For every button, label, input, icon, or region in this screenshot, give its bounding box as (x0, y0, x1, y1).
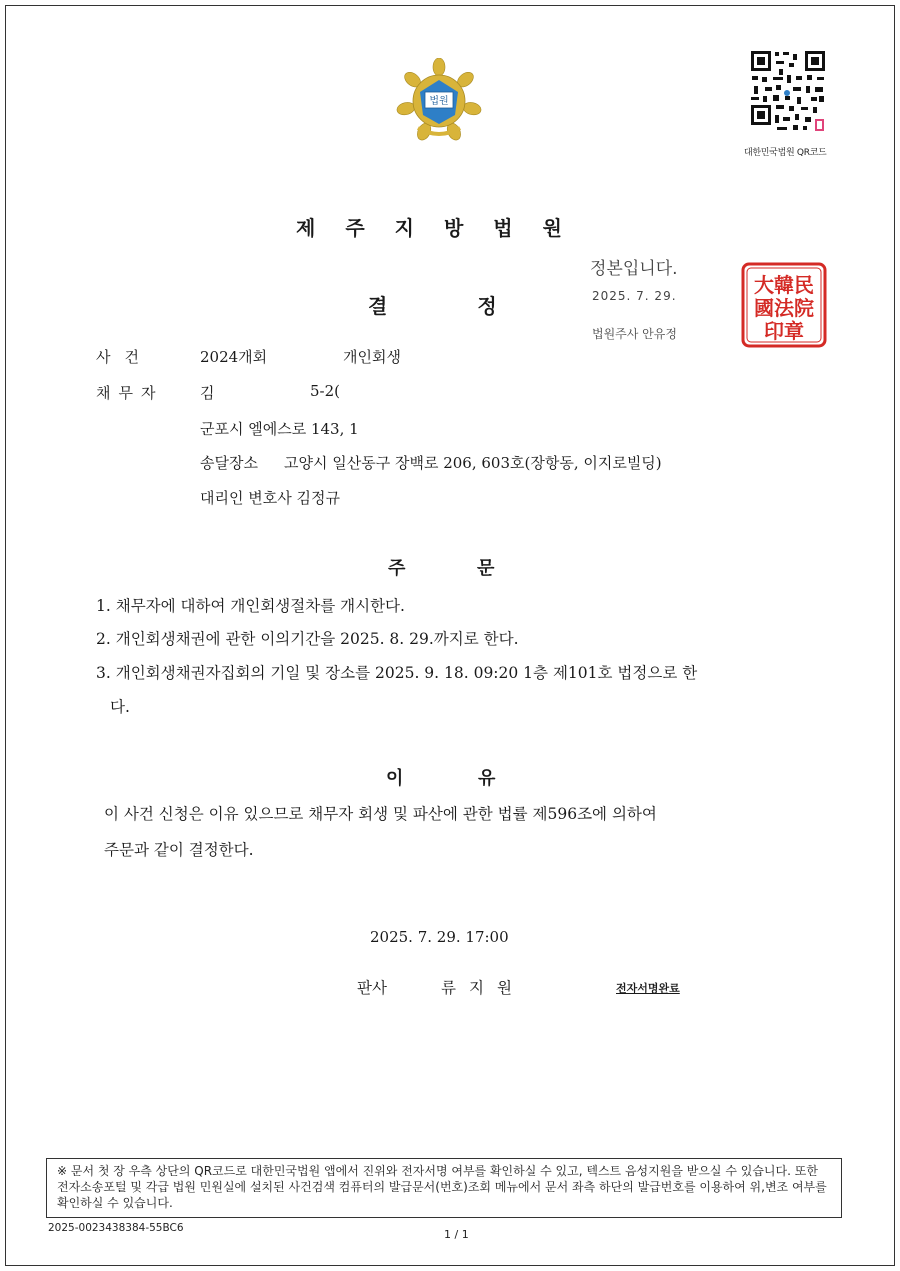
court-name: 제주지방법원 (296, 216, 592, 240)
qr-code-icon (749, 49, 827, 133)
svg-text:印章: 印章 (764, 319, 804, 343)
delivery-address: 고양시 일산동구 장백로 206, 603호(장항동, 이지로빌딩) (284, 454, 662, 472)
document-title-part2: 정 (477, 294, 497, 318)
svg-text:大韓民: 大韓民 (754, 273, 814, 297)
certified-copy-label: 정본입니다. (590, 259, 678, 279)
debtor-label: 채무자 (96, 384, 164, 402)
certified-copy-date: 2025. 7. 29. (592, 289, 677, 303)
qr-caption: 대한민국법원 QR코드 (744, 148, 827, 158)
case-label: 사건 (96, 348, 153, 366)
issue-number: 2025-0023438384-55BC6 (48, 1222, 184, 1234)
order-item-1: 1. 채무자에 대하여 개인회생절차를 개시한다. (96, 597, 405, 615)
debtor-id: 5-2( (310, 382, 341, 400)
debtor-address: 군포시 엘에스로 143, 1 (200, 420, 359, 438)
court-seal-icon (741, 262, 827, 348)
order-item-2: 2. 개인회생채권에 관한 이의기간을 2025. 8. 29.까지로 한다. (96, 630, 519, 648)
order-title-part1: 주 (388, 558, 406, 579)
delivery-label: 송달장소 (200, 454, 258, 472)
verification-notice: ※ 문서 첫 장 우측 상단의 QR코드로 대한민국법원 앱에서 진위와 전자서명 여부를 확인하실 수 있고, 텍스트 음성지원을 받으실 수 있습니다. 또한 전자소송포털 및 각급 법원 민원실에 설치된 사건검색 컴퓨터의 발급문서(번호)조회 메뉴에서 문서 좌측 하단의 발급번호를 이용하여 위,변조 여부를 확인하실 수 있습니다. (46, 1158, 842, 1218)
case-number: 2024개회 (200, 348, 268, 366)
electronic-signature-note: 전자서명완료 (616, 982, 680, 995)
svg-text:법원: 법원 (429, 96, 449, 107)
judge-title: 판사 (357, 979, 387, 997)
order-title-part2: 문 (477, 558, 495, 579)
certified-copy-clerk: 법원주사 안유정 (592, 327, 677, 341)
reason-title-part1: 이 (386, 768, 404, 789)
judge-name: 류지원 (441, 979, 525, 997)
debtor-name: 김 (200, 384, 215, 402)
document-title (368, 290, 497, 319)
case-type: 개인회생 (343, 348, 401, 366)
court-emblem-icon (396, 58, 482, 144)
decision-date: 2025. 7. 29. 17:00 (370, 928, 509, 946)
svg-text:國法院: 國法院 (754, 296, 814, 320)
legal-agent: 대리인 변호사 김정규 (200, 489, 340, 507)
reason-title-part2: 유 (478, 768, 496, 789)
reason-line-2: 주문과 같이 결정한다. (104, 841, 254, 859)
page-number: 1 / 1 (444, 1228, 469, 1241)
order-item-3-continued: 다. (110, 698, 130, 716)
reason-line-1: 이 사건 신청은 이유 있으므로 채무자 회생 및 파산에 관한 법률 제596조에 의하여 (104, 805, 657, 823)
document-title-part1: 결 (368, 294, 388, 318)
order-item-3: 3. 개인회생채권자집회의 기일 및 장소를 2025. 9. 18. 09:20 1층 제101호 법정으로 한 (96, 664, 698, 682)
